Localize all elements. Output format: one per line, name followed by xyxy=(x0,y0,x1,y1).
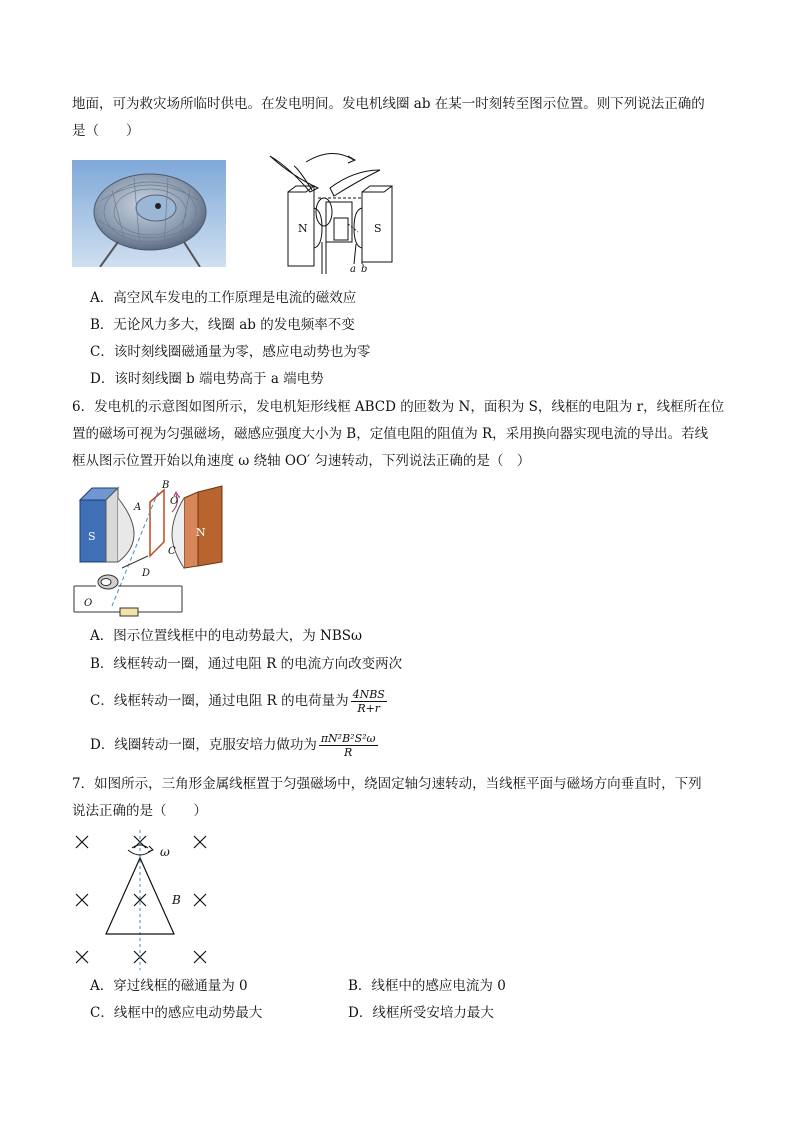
q6-label-n: N xyxy=(196,526,206,539)
q6-stem-line2: 置的磁场可视为匀强磁场，磁感应强度大小为 B，定值电阻的阻值为 R，采用换向器实现电流的导出。若线 xyxy=(72,426,709,442)
q5-label-n: N xyxy=(298,222,308,235)
q5-label-s: S xyxy=(374,222,382,235)
q5-option-b[interactable]: B．无论风力多大，线圈 ab 的发电频率不变 xyxy=(90,317,355,333)
q5-option-c[interactable]: C．该时刻线圈磁通量为零，感应电动势也为零 xyxy=(90,344,371,360)
q6-stem-line3: 框从图示位置开始以角速度 ω 绕轴 OO′ 匀速转动，下列说法正确的是（ ） xyxy=(72,453,531,469)
q6-option-c[interactable] xyxy=(90,684,387,718)
q6-option-c-denominator: R+r xyxy=(357,702,381,715)
q5-generator-diagram xyxy=(262,148,410,276)
q6-option-d[interactable] xyxy=(90,728,378,762)
q5-option-a[interactable]: A．高空风车发电的工作原理是电流的磁效应 xyxy=(90,290,357,306)
q7-triangle-field-diagram xyxy=(72,830,216,970)
q6-label-d: D xyxy=(142,568,151,579)
q5-stem-line2: 是（ ） xyxy=(72,123,140,139)
q6-option-c-fraction xyxy=(351,688,387,715)
q7-stem-line1: 7．如图所示，三角形金属线框置于匀强磁场中，绕固定轴匀速转动，当线框平面与磁场方向垂直时，下列 xyxy=(72,776,702,792)
q6-label-o-prime: O′ xyxy=(170,496,181,507)
q7-option-b[interactable]: B．线框中的感应电流为 0 xyxy=(348,978,506,994)
q6-label-s: S xyxy=(88,530,96,543)
q7-option-d[interactable]: D．线框所受安培力最大 xyxy=(348,1005,494,1021)
q5-turbine-photo xyxy=(72,160,226,267)
q6-generator-diagram xyxy=(72,478,232,618)
q5-option-d[interactable]: D．该时刻线圈 b 端电势高于 a 端电势 xyxy=(90,371,324,387)
q7-label-omega: ω xyxy=(160,845,170,859)
q6-stem-line1: 6．发电机的示意图如图所示，发电机矩形线框 ABCD 的匝数为 N，面积为 S，线框的电阻为 r，线框所在位 xyxy=(72,399,725,415)
q6-label-c: C xyxy=(168,546,176,557)
q7-option-a[interactable]: A．穿过线框的磁通量为 0 xyxy=(90,978,248,994)
q6-option-c-numerator: 4NBS xyxy=(352,688,385,701)
q7-label-b: B xyxy=(172,893,181,907)
q6-option-d-numerator: πN²B²S²ω xyxy=(320,732,376,745)
q6-label-a: A xyxy=(134,502,142,513)
q6-option-d-fraction xyxy=(319,732,378,759)
q5-stem-line1: 地面，可为救灾场所临时供电。在发电明间。发电机线圈 ab 在某一时刻转至图示位置。则下列说法正确的 xyxy=(72,96,705,112)
q5-label-b: b xyxy=(361,264,368,275)
q6-option-c-text: C．线框转动一圈，通过电阻 R 的电荷量为 xyxy=(90,693,349,709)
q7-stem-line2: 说法正确的是（ ） xyxy=(72,803,207,819)
q6-option-d-text: D．线圈转动一圈，克服安培力做功为 xyxy=(90,737,317,753)
q5-label-a: a xyxy=(350,264,356,275)
q6-option-d-denominator: R xyxy=(344,746,353,759)
q7-option-c[interactable]: C．线框中的感应电动势最大 xyxy=(90,1005,263,1021)
q6-label-b: B xyxy=(162,480,170,491)
q6-option-b[interactable]: B．线框转动一圈，通过电阻 R 的电流方向改变两次 xyxy=(90,656,403,672)
q6-label-o: O xyxy=(84,598,93,609)
q6-option-a[interactable]: A．图示位置线框中的电动势最大，为 NBSω xyxy=(90,628,363,644)
